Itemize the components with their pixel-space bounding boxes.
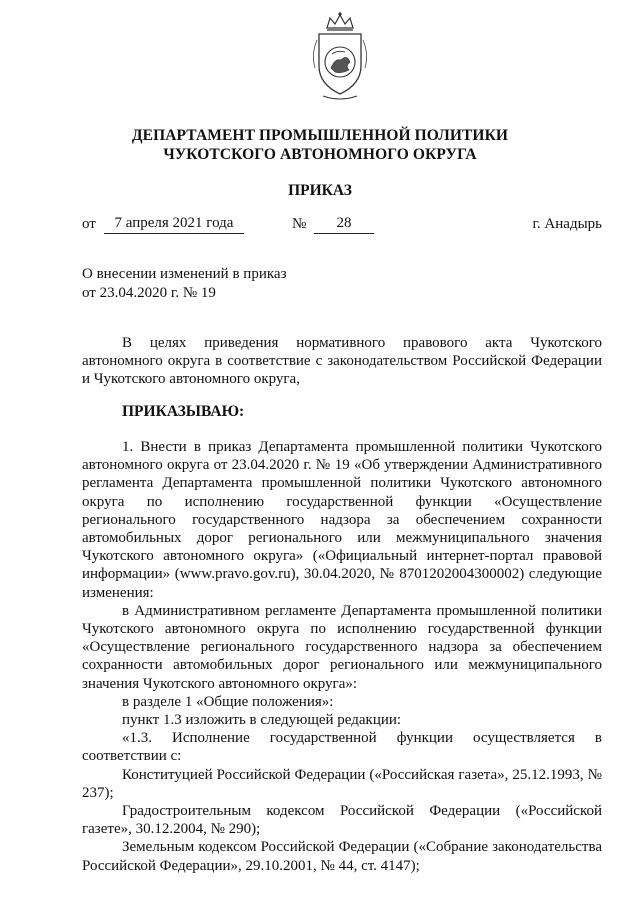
paragraph-5: «1.3. Исполнение государственной функции осуществляется в соответствии с: [82, 730, 602, 765]
paragraph-7: Градостроительным кодексом Российской Федерации («Российской газете», 30.12.2004, № 290); [82, 803, 602, 838]
paragraph-3: в разделе 1 «Общие положения»: [122, 693, 334, 710]
paragraph-6: Конституцией Российской Федерации («Российская газета», 25.12.1993, № 237); [82, 766, 602, 801]
document-number: 28 [314, 214, 374, 234]
department-name-line2: ЧУКОТСКОГО АВТОНОМНОГО ОКРУГА [163, 146, 477, 163]
number-label: № [292, 216, 307, 232]
paragraph-4: пункт 1.3 изложить в следующей редакции: [122, 712, 402, 729]
paragraph-1: 1. Внести в приказ Департамента промышленной политики Чукотского автономного округа от 23.04.2020 г. № 19 «Об утверждении Административного регламента Департамента промышленной политики Чукотского автономного округа по исполнению государственной функции «Осуществление регионального государственного надзора за обеспечением сохранности автомобильных дорог регионального или межмуниципального значения Чукотского автономного округа» («Официальный интернет-портал правовой информации» (www.pravo.gov.ru), 30.04.2020, № 8701202004300002) следующие изменения: [82, 439, 602, 601]
coat-of-arms-emblem [305, 10, 375, 105]
subject-line1: О внесении изменений в приказ [82, 266, 287, 282]
document-meta-row [82, 214, 602, 234]
document-type-title: ПРИКАЗ [288, 182, 352, 199]
from-label: от [82, 216, 96, 232]
paragraph-8: Земельным кодексом Российской Федерации («Собрание законодательства Российской Федерации», 29.10.2001, № 44, ст. 4147); [82, 839, 602, 874]
document-city: г. Анадырь [532, 216, 602, 232]
order-body [82, 438, 602, 875]
department-name-line1: ДЕПАРТАМЕНТ ПРОМЫШЛЕННОЙ ПОЛИТИКИ [131, 127, 509, 144]
order-word-heading: ПРИКАЗЫВАЮ: [122, 403, 245, 420]
paragraph-2: в Административном регламенте Департамента промышленной политики Чукотского автономного округа по исполнению государственной функции «Осуществление регионального государственного надзора за обеспечением сохранности автомобильных дорог регионального или межмуниципального значения Чукотского автономного округа»: [82, 602, 602, 692]
preamble-block [82, 334, 602, 389]
preamble-paragraph: В целях приведения нормативного правового акта Чукотского автономного округа в соответствие с законодательством Российской Федерации и Чукотского автономного округа, [82, 335, 602, 388]
subject-line2: от 23.04.2020 г. № 19 [82, 285, 216, 301]
document-date: 7 апреля 2021 года [104, 214, 244, 234]
document-subject [82, 265, 287, 303]
